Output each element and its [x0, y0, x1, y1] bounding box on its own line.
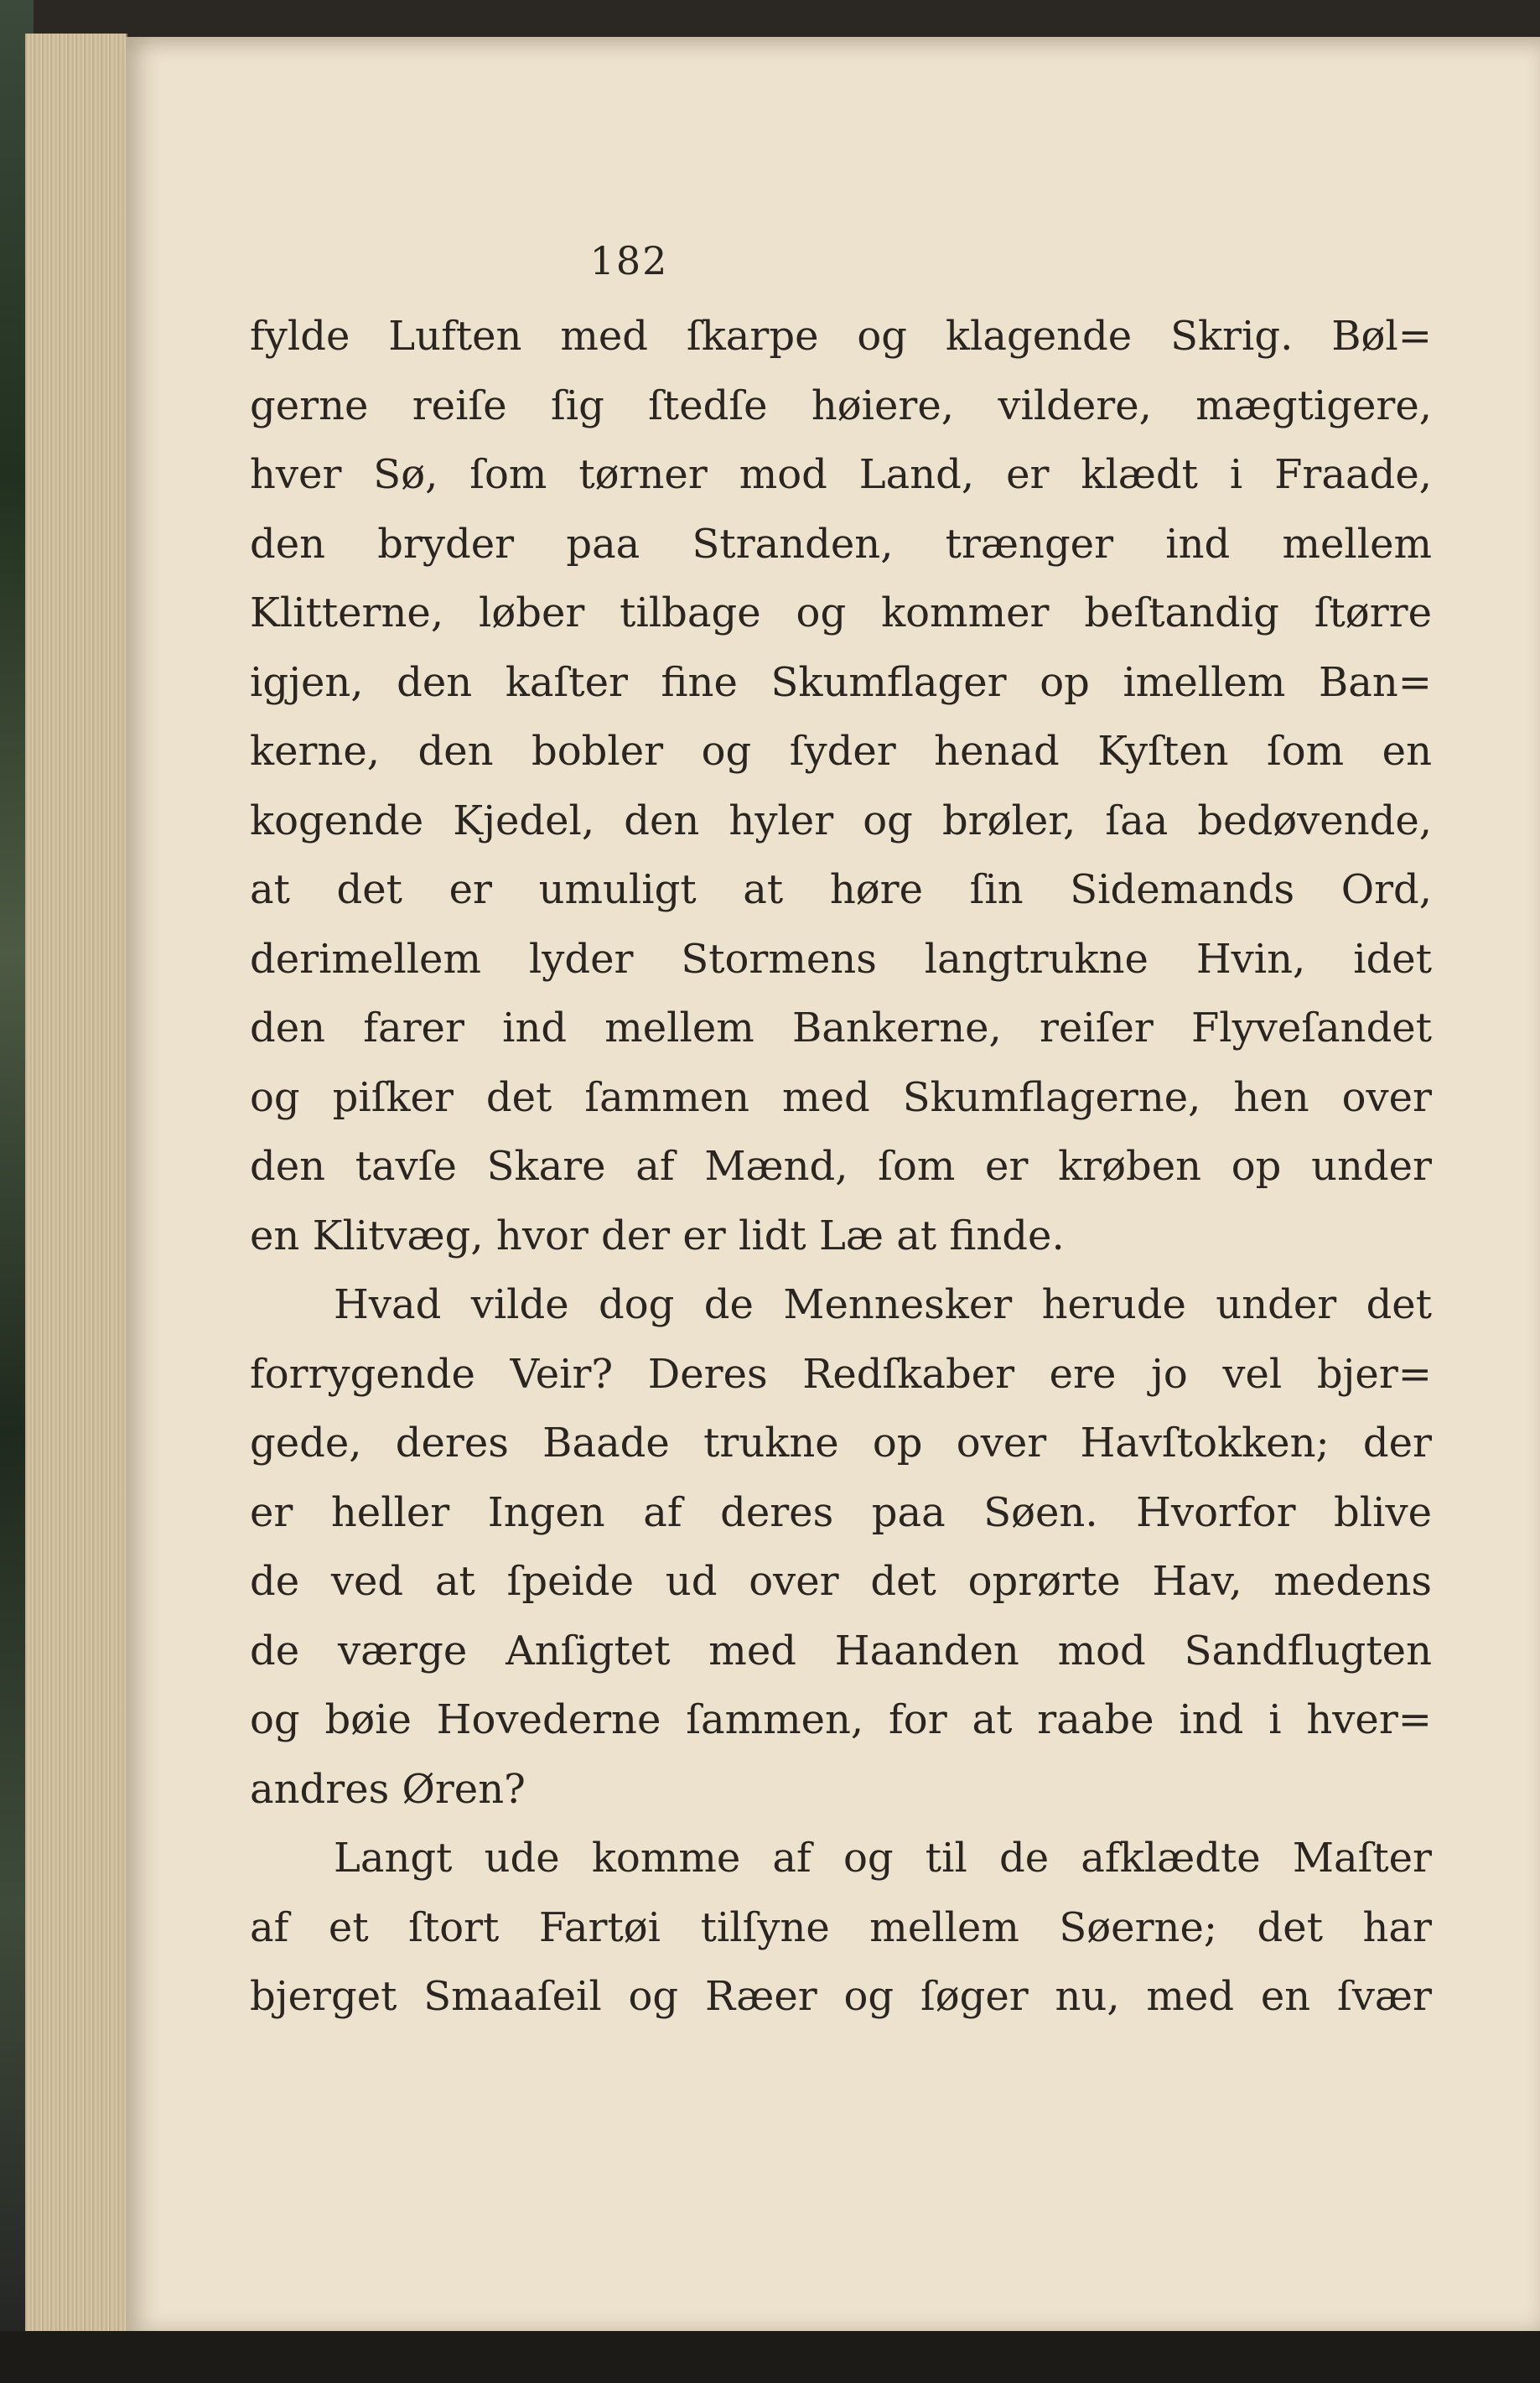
- text-line: bjerget Smaaſeil og Ræer og ſøger nu, med en ſvær: [250, 1973, 1432, 2020]
- text-line: at det er umuligt at høre ſin Sidemands Ord,: [250, 866, 1432, 913]
- background-bottom: [0, 2331, 1540, 2383]
- page-number-row: [126, 238, 1540, 283]
- page-number: 182: [589, 238, 669, 283]
- text-line: de værge Anſigtet med Haanden mod Sandflugten: [250, 1627, 1432, 1674]
- text-line: den farer ind mellem Bankerne, reiſer Flyveſandet: [250, 1005, 1432, 1051]
- text-line: de ved at ſpeide ud over det oprørte Hav, medens: [250, 1558, 1432, 1605]
- text-line: forrygende Veir? Deres Redſkaber ere jo vel bjer=: [250, 1350, 1432, 1398]
- text-line: en Klitvæg, hvor der er lidt Læ at finde.: [250, 1212, 1065, 1259]
- text-line: er heller Ingen af deres paa Søen. Hvorfor blive: [250, 1488, 1432, 1536]
- text-line: og bøie Hovederne ſammen, for at raabe ind i hver=: [250, 1696, 1432, 1743]
- body-text: [250, 302, 1432, 2032]
- text-line: kerne, den bobler og ſyder henad Kyſten ſom en: [250, 728, 1432, 775]
- text-line: kogende Kjedel, den hyler og brøler, ſaa bedøvende,: [250, 797, 1432, 844]
- text-line: Langt ude komme af og til de afklædte Maſter: [334, 1835, 1432, 1882]
- text-line: den bryder paa Stranden, trænger ind mellem: [250, 520, 1432, 568]
- background-top: [0, 0, 1540, 34]
- text-line: Hvad vilde dog de Mennesker herude under det: [334, 1281, 1432, 1328]
- text-line: andres Øren?: [250, 1765, 526, 1813]
- text-line: og piſker det ſammen med Skumflagerne, hen over: [250, 1073, 1432, 1121]
- text-line: Klitterne, løber tilbage og kommer beſtandig ſtørre: [250, 589, 1432, 636]
- text-line: hver Sø, ſom tørner mod Land, er klædt i Fraade,: [250, 451, 1432, 498]
- text-line: gede, deres Baade trukne op over Havſtokken; der: [250, 1420, 1432, 1467]
- text-line: gerne reiſe ſig ſtedſe høiere, vildere, mægtigere,: [250, 382, 1432, 429]
- text-line: af et ſtort Fartøi tilſyne mellem Søerne; det har: [250, 1903, 1432, 1951]
- text-line: den tavſe Skare af Mænd, ſom er krøben op under: [250, 1143, 1432, 1190]
- page-stack-edges: [25, 34, 127, 2331]
- text-line: derimellem lyder Stormens langtrukne Hvin, idet: [250, 935, 1432, 983]
- text-line: fylde Luften med ſkarpe og klagende Skrig. Bøl=: [250, 313, 1432, 360]
- text-line: igjen, den kaſter fine Skumflager op imellem Ban=: [250, 658, 1432, 706]
